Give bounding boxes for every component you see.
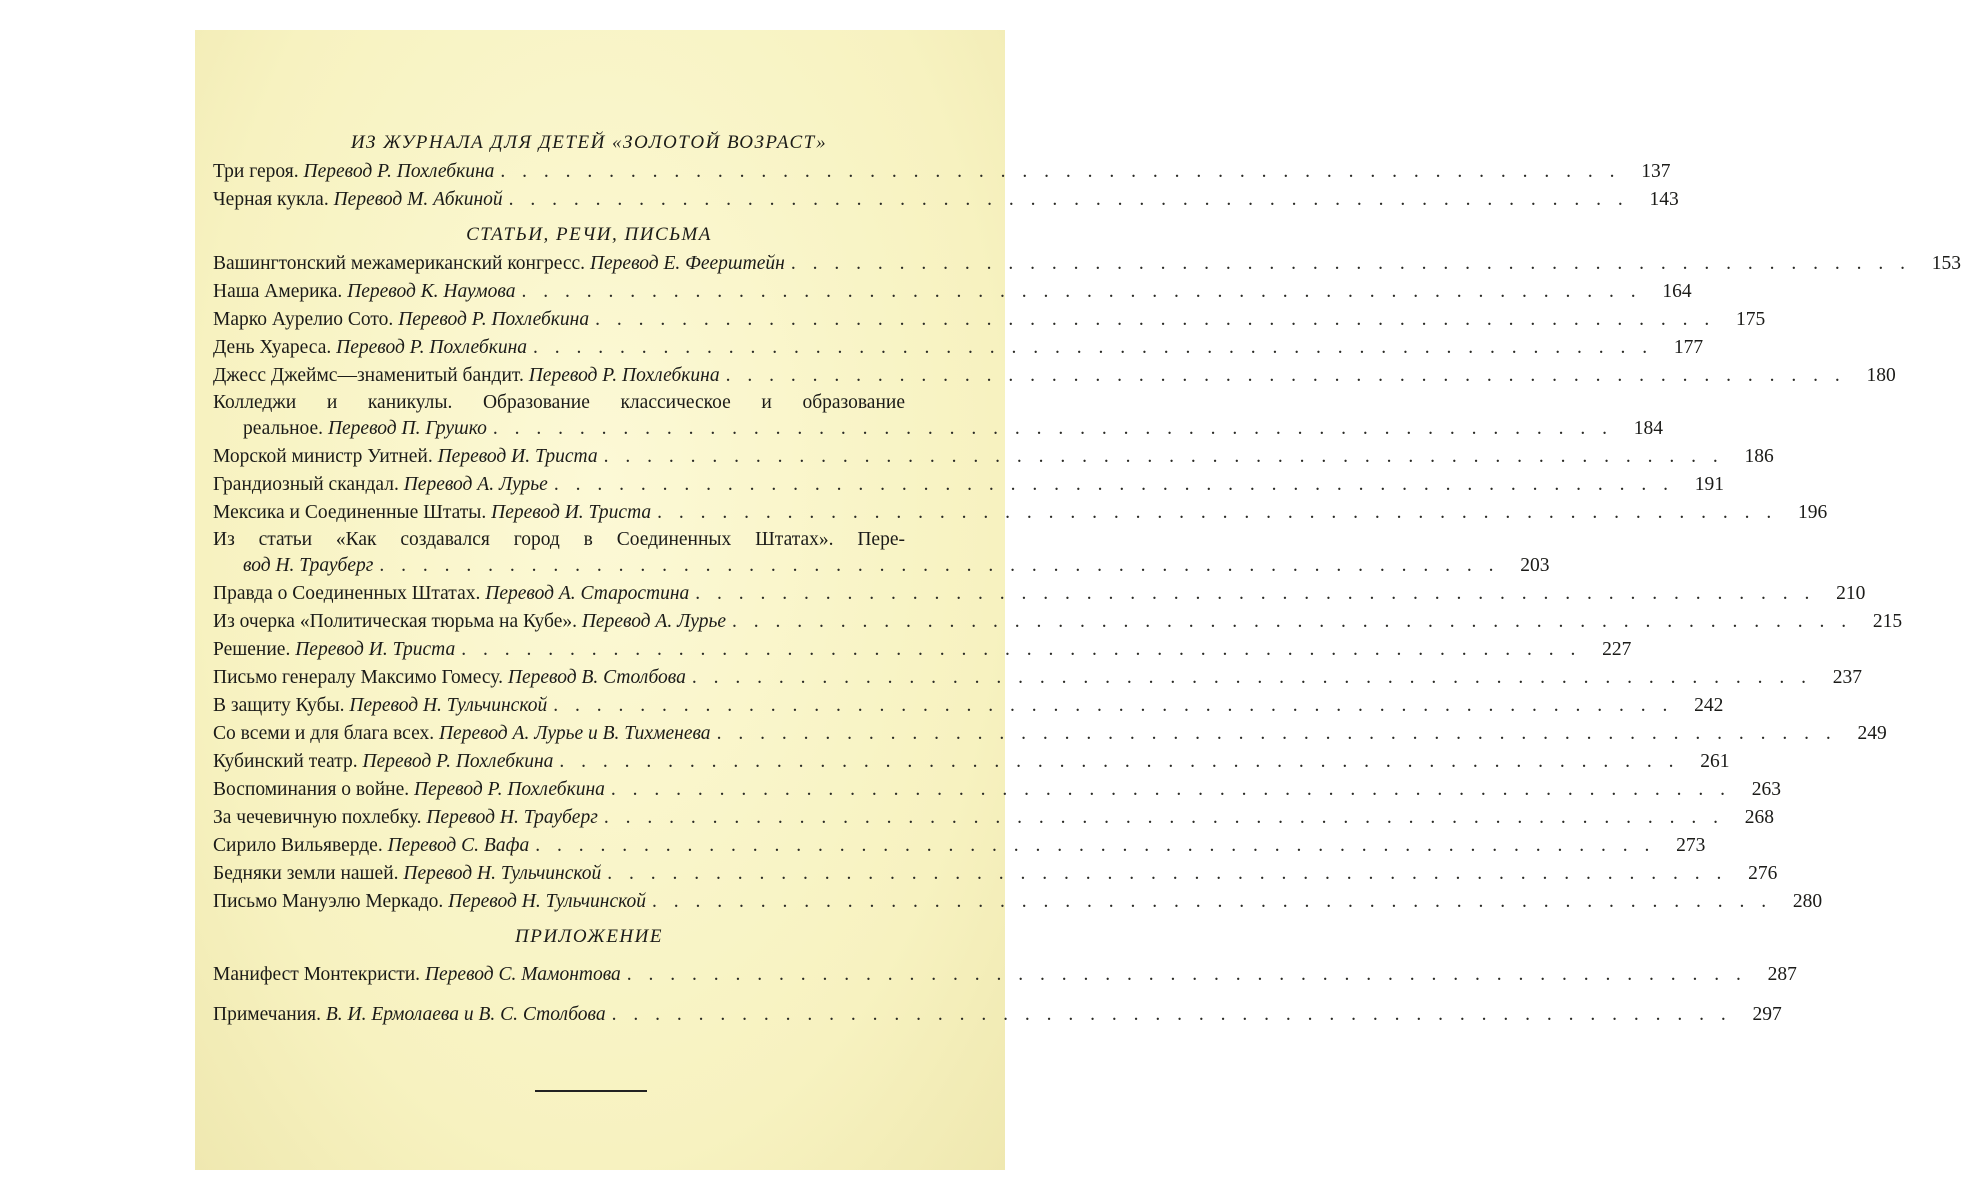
toc-entry xyxy=(213,278,1692,306)
page-number: 276 xyxy=(1748,863,1778,884)
entry-text xyxy=(213,158,494,186)
toc-entry xyxy=(213,832,1706,860)
entry-translator: Перевод К. Наумова xyxy=(347,281,516,302)
entry-title: Мексика и Соединенные Штаты. xyxy=(213,502,487,523)
toc-entry-multiline xyxy=(213,527,1550,580)
entry-translator: Перевод Р. Похлебкина xyxy=(362,751,554,772)
toc-entry xyxy=(213,608,1903,636)
toc-entry xyxy=(213,306,1766,334)
entry-title: Кубинский театр. xyxy=(213,751,358,772)
page-number: 196 xyxy=(1798,502,1828,523)
entry-translator: Перевод В. Столбова xyxy=(507,667,686,688)
page-number: 261 xyxy=(1700,751,1730,772)
entry-title: День Хуареса. xyxy=(213,337,332,358)
entry-translator: Перевод Р. Похлебкина xyxy=(414,779,605,800)
dot-leader: . . . . . . . . . . . . . . . . . . . . . . . . . . . . . . . . . . . . . . . . . . . . . . . . . . . . xyxy=(492,418,1614,439)
closing-rule xyxy=(535,1090,647,1092)
entry-text xyxy=(213,499,651,527)
entry-title: Решение. xyxy=(213,639,291,660)
entry-text xyxy=(213,471,548,499)
entry-title: Правда о Соединенных Штатах. xyxy=(213,583,481,604)
entry-title: В защиту Кубы. xyxy=(213,695,345,716)
entry-title: Сирило Вильяверде. xyxy=(213,835,383,856)
entry-text xyxy=(213,250,785,278)
entry-title: Письмо Мануэлю Меркадо. xyxy=(213,891,444,912)
entry-translator: Перевод М. Абкиной xyxy=(333,189,503,210)
page-number: 242 xyxy=(1694,695,1724,716)
toc-entry xyxy=(213,471,1724,499)
entry-text xyxy=(213,832,529,860)
toc-entry xyxy=(213,720,1887,748)
toc-entry xyxy=(213,443,1774,471)
page-number: 143 xyxy=(1649,189,1679,210)
dot-leader: . . . . . . . . . . . . . . . . . . . . . . . . . . . . . . . . . . . . . . . . . . . . . . . . . . . . xyxy=(553,474,1674,495)
dot-leader: . . . . . . . . . . . . . . . . . . . . . . . . . . . . . . . . . . . . . . . . . . . . . . . . . . . . xyxy=(535,835,1656,856)
section-heading: ПРИЛОЖЕНИЕ xyxy=(515,926,663,947)
dot-leader: . . . . . . . . . . . . . . . . . . . . . . . . . . . . . . . . . . . . . . . . . . . . . . . . . . . . xyxy=(691,667,1812,688)
page-number: 280 xyxy=(1792,891,1823,912)
entry-text xyxy=(213,636,455,664)
entry-title: Воспоминания о войне. xyxy=(213,779,410,800)
entry-translator: Перевод А. Лурье xyxy=(581,611,726,632)
entry-text xyxy=(213,334,527,362)
page-number: 215 xyxy=(1872,611,1903,632)
toc-entry xyxy=(213,250,1961,278)
page-number: 153 xyxy=(1931,253,1961,274)
page-number: 137 xyxy=(1641,161,1671,182)
entry-translator: Перевод П. Грушко xyxy=(327,418,487,439)
entry-text xyxy=(213,748,553,776)
toc-entry xyxy=(213,748,1730,776)
entry-translator: Перевод С. Мамонтова xyxy=(424,964,621,985)
table-of-contents xyxy=(213,130,1961,1030)
toc-entry xyxy=(213,499,1828,527)
entry-text xyxy=(213,1000,606,1030)
entry-text xyxy=(213,362,720,390)
entry-text xyxy=(213,664,686,692)
entry-translator: Перевод Н. Тульчинской xyxy=(349,695,548,716)
entry-translator: Перевод Н. Трауберг xyxy=(426,807,598,828)
page-number: 186 xyxy=(1744,446,1774,467)
page-number: 237 xyxy=(1832,667,1862,688)
page-number: 164 xyxy=(1662,281,1692,302)
page-number: 210 xyxy=(1836,583,1866,604)
entry-text xyxy=(213,306,589,334)
page-number: 287 xyxy=(1767,964,1797,985)
entry-text xyxy=(213,804,598,832)
entry-translator: Перевод А. Лурье xyxy=(403,474,548,495)
page-number: 184 xyxy=(1633,418,1664,439)
entry-title: Грандиозный скандал. xyxy=(213,474,399,495)
toc-entry xyxy=(213,804,1774,832)
toc-entry xyxy=(213,664,1862,692)
dot-leader: . . . . . . . . . . . . . . . . . . . . . . . . . . . . . . . . . . . . . . . . . . . . . . . . . . . . xyxy=(695,583,1816,604)
dot-leader: . . . . . . . . . . . . . . . . . . . . . . . . . . . . . . . . . . . . . . . . . . . . . . . . . . . . xyxy=(500,161,1621,182)
entry-text xyxy=(213,960,621,990)
entry-title: Манифест Монтекристи. xyxy=(213,964,421,985)
dot-leader: . . . . . . . . . . . . . . . . . . . . . . . . . . . . . . . . . . . . . . . . . . . . . . . . . . . . xyxy=(553,695,1674,716)
page-number: 297 xyxy=(1752,1004,1782,1025)
toc-entry xyxy=(213,580,1866,608)
entry-title-line: Колледжи и каникулы. Образование классическое и образование xyxy=(213,392,905,413)
page-number: 180 xyxy=(1866,365,1896,386)
toc-entry xyxy=(213,158,1671,186)
dot-leader: . . . . . . . . . . . . . . . . . . . . . . . . . . . . . . . . . . . . . . . . . . . . . . . . . . . . xyxy=(611,1004,1732,1025)
entry-text xyxy=(213,860,601,888)
dot-leader: . . . . . . . . . . . . . . . . . . . . . . . . . . . . . . . . . . . . . . . . . . . . . . . . . . . . xyxy=(559,751,1680,772)
dot-leader: . . . . . . . . . . . . . . . . . . . . . . . . . . . . . . . . . . . . . . . . . . . . . . . . . . . . xyxy=(595,309,1716,330)
entry-title: Марко Аурелио Сото. xyxy=(213,309,394,330)
entry-text xyxy=(243,415,487,443)
entry-translator: Перевод И. Триста xyxy=(295,639,456,660)
entry-text xyxy=(213,278,515,306)
dot-leader: . . . . . . . . . . . . . . . . . . . . . . . . . . . . . . . . . . . . . . . . . . . . . . . . . . . . xyxy=(521,281,1642,302)
page-number: 268 xyxy=(1744,807,1774,828)
toc-entry xyxy=(213,334,1704,362)
dot-leader: . . . . . . . . . . . . . . . . . . . . . . . . . . . . . . . . . . . . . . . . . . . . . . . . . . . . xyxy=(626,964,1747,985)
entry-title: реальное. xyxy=(243,418,324,439)
entry-translator: Перевод С. Вафа xyxy=(387,835,530,856)
toc-entry xyxy=(213,960,1797,990)
page-number: 191 xyxy=(1694,474,1724,495)
entry-text xyxy=(213,580,689,608)
section-heading: СТАТЬИ, РЕЧИ, ПИСЬМА xyxy=(466,224,712,245)
toc-entry xyxy=(213,186,1679,214)
toc-entry-multiline xyxy=(213,390,1664,443)
entry-title: Вашингтонский межамериканский конгресс. xyxy=(213,253,586,274)
entry-title: За чечевичную похлебку. xyxy=(213,807,422,828)
entry-title: Три героя. xyxy=(213,161,299,182)
entry-title: Письмо генералу Максимо Гомесу. xyxy=(213,667,503,688)
dot-leader: . . . . . . . . . . . . . . . . . . . . . . . . . . . . . . . . . . . . . . . . . . . . . . . . . . . . xyxy=(508,189,1629,210)
entry-translator: Перевод Р. Похлебкина xyxy=(336,337,527,358)
section-heading: ИЗ ЖУРНАЛА ДЛЯ ДЕТЕЙ «ЗОЛОТОЙ ВОЗРАСТ» xyxy=(350,132,828,153)
entry-title: Со всеми и для блага всех. xyxy=(213,723,435,744)
toc-entry xyxy=(213,552,1550,580)
entry-text xyxy=(213,888,646,916)
entry-translator: Перевод И. Триста xyxy=(437,446,598,467)
entry-translator: В. И. Ермолаева и В. С. Столбова xyxy=(325,1004,606,1025)
entry-translator: Перевод А. Старостина xyxy=(485,583,690,604)
entry-text xyxy=(213,186,503,214)
entry-translator: Перевод Н. Тульчинской xyxy=(403,863,602,884)
entry-translator: Перевод Е. Феерштейн xyxy=(589,253,785,274)
toc-entry xyxy=(213,692,1724,720)
dot-leader: . . . . . . . . . . . . . . . . . . . . . . . . . . . . . . . . . . . . . . . . . . . . . . . . . . . . xyxy=(607,863,1728,884)
dot-leader: . . . . . . . . . . . . . . . . . . . . . . . . . . . . . . . . . . . . . . . . . . . . . . . . . . . . xyxy=(610,779,1732,800)
dot-leader: . . . . . . . . . . . . . . . . . . . . . . . . . . . . . . . . . . . . . . . . . . . . . . . . . . . . xyxy=(379,555,1500,576)
toc-entry xyxy=(213,888,1823,916)
entry-title: Из очерка «Политическая тюрьма на Кубе». xyxy=(213,611,577,632)
toc-entry xyxy=(213,860,1778,888)
entry-translator: Перевод Р. Похлебкина xyxy=(398,309,590,330)
dot-leader: . . . . . . . . . . . . . . . . . . . . . . . . . . . . . . . . . . . . . . . . . . . . . . . . . . . . xyxy=(790,253,1911,274)
page-number: 227 xyxy=(1602,639,1632,660)
dot-leader: . . . . . . . . . . . . . . . . . . . . . . . . . . . . . . . . . . . . . . . . . . . . . . . . . . . . xyxy=(603,807,1724,828)
dot-leader: . . . . . . . . . . . . . . . . . . . . . . . . . . . . . . . . . . . . . . . . . . . . . . . . . . . . xyxy=(657,502,1778,523)
entry-translator: Перевод Р. Похлебкина xyxy=(303,161,495,182)
page-number: 273 xyxy=(1676,835,1706,856)
entry-text xyxy=(213,776,605,804)
entry-translator: вод Н. Трауберг xyxy=(243,555,374,576)
entry-title: Бедняки земли нашей. xyxy=(213,863,399,884)
entry-title: Морской министр Уитней. xyxy=(213,446,433,467)
dot-leader: . . . . . . . . . . . . . . . . . . . . . . . . . . . . . . . . . . . . . . . . . . . . . . . . . . . . xyxy=(725,365,1846,386)
entry-translator: Перевод Н. Тульчинской xyxy=(448,891,646,912)
entry-translator: Перевод И. Триста xyxy=(491,502,652,523)
entry-text xyxy=(213,720,711,748)
dot-leader: . . . . . . . . . . . . . . . . . . . . . . . . . . . . . . . . . . . . . . . . . . . . . . . . . . . . xyxy=(533,337,1654,358)
toc-entry xyxy=(213,776,1782,804)
toc-entry xyxy=(213,1000,1782,1030)
entry-title: Наша Америка. xyxy=(213,281,343,302)
entry-text xyxy=(213,608,726,636)
toc-entry xyxy=(213,636,1632,664)
dot-leader: . . . . . . . . . . . . . . . . . . . . . . . . . . . . . . . . . . . . . . . . . . . . . . . . . . . . xyxy=(461,639,1582,660)
dot-leader: . . . . . . . . . . . . . . . . . . . . . . . . . . . . . . . . . . . . . . . . . . . . . . . . . . . . xyxy=(731,611,1853,632)
dot-leader: . . . . . . . . . . . . . . . . . . . . . . . . . . . . . . . . . . . . . . . . . . . . . . . . . . . . xyxy=(603,446,1724,467)
entry-title: Черная кукла. xyxy=(213,189,329,210)
entry-title-line: Из статьи «Как создавался город в Соединенных Штатах». Пере- xyxy=(213,529,905,550)
dot-leader: . . . . . . . . . . . . . . . . . . . . . . . . . . . . . . . . . . . . . . . . . . . . . . . . . . . . xyxy=(716,723,1837,744)
entry-text xyxy=(213,692,547,720)
entry-translator: Перевод А. Лурье и В. Тихменева xyxy=(438,723,711,744)
entry-translator: Перевод Р. Похлебкина xyxy=(528,365,720,386)
book-page xyxy=(195,30,1961,1170)
page-number: 175 xyxy=(1735,309,1766,330)
entry-text xyxy=(213,443,598,471)
dot-leader: . . . . . . . . . . . . . . . . . . . . . . . . . . . . . . . . . . . . . . . . . . . . . . . . . . . . xyxy=(651,891,1773,912)
toc-entry xyxy=(213,415,1664,443)
page-number: 203 xyxy=(1520,555,1550,576)
entry-title: Джесс Джеймс—знаменитый бандит. xyxy=(213,365,524,386)
page-number: 249 xyxy=(1857,723,1887,744)
page-number: 177 xyxy=(1673,337,1704,358)
entry-text xyxy=(243,552,373,580)
entry-title: Примечания. xyxy=(213,1004,321,1025)
page-number: 263 xyxy=(1751,779,1782,800)
toc-entry xyxy=(213,362,1896,390)
